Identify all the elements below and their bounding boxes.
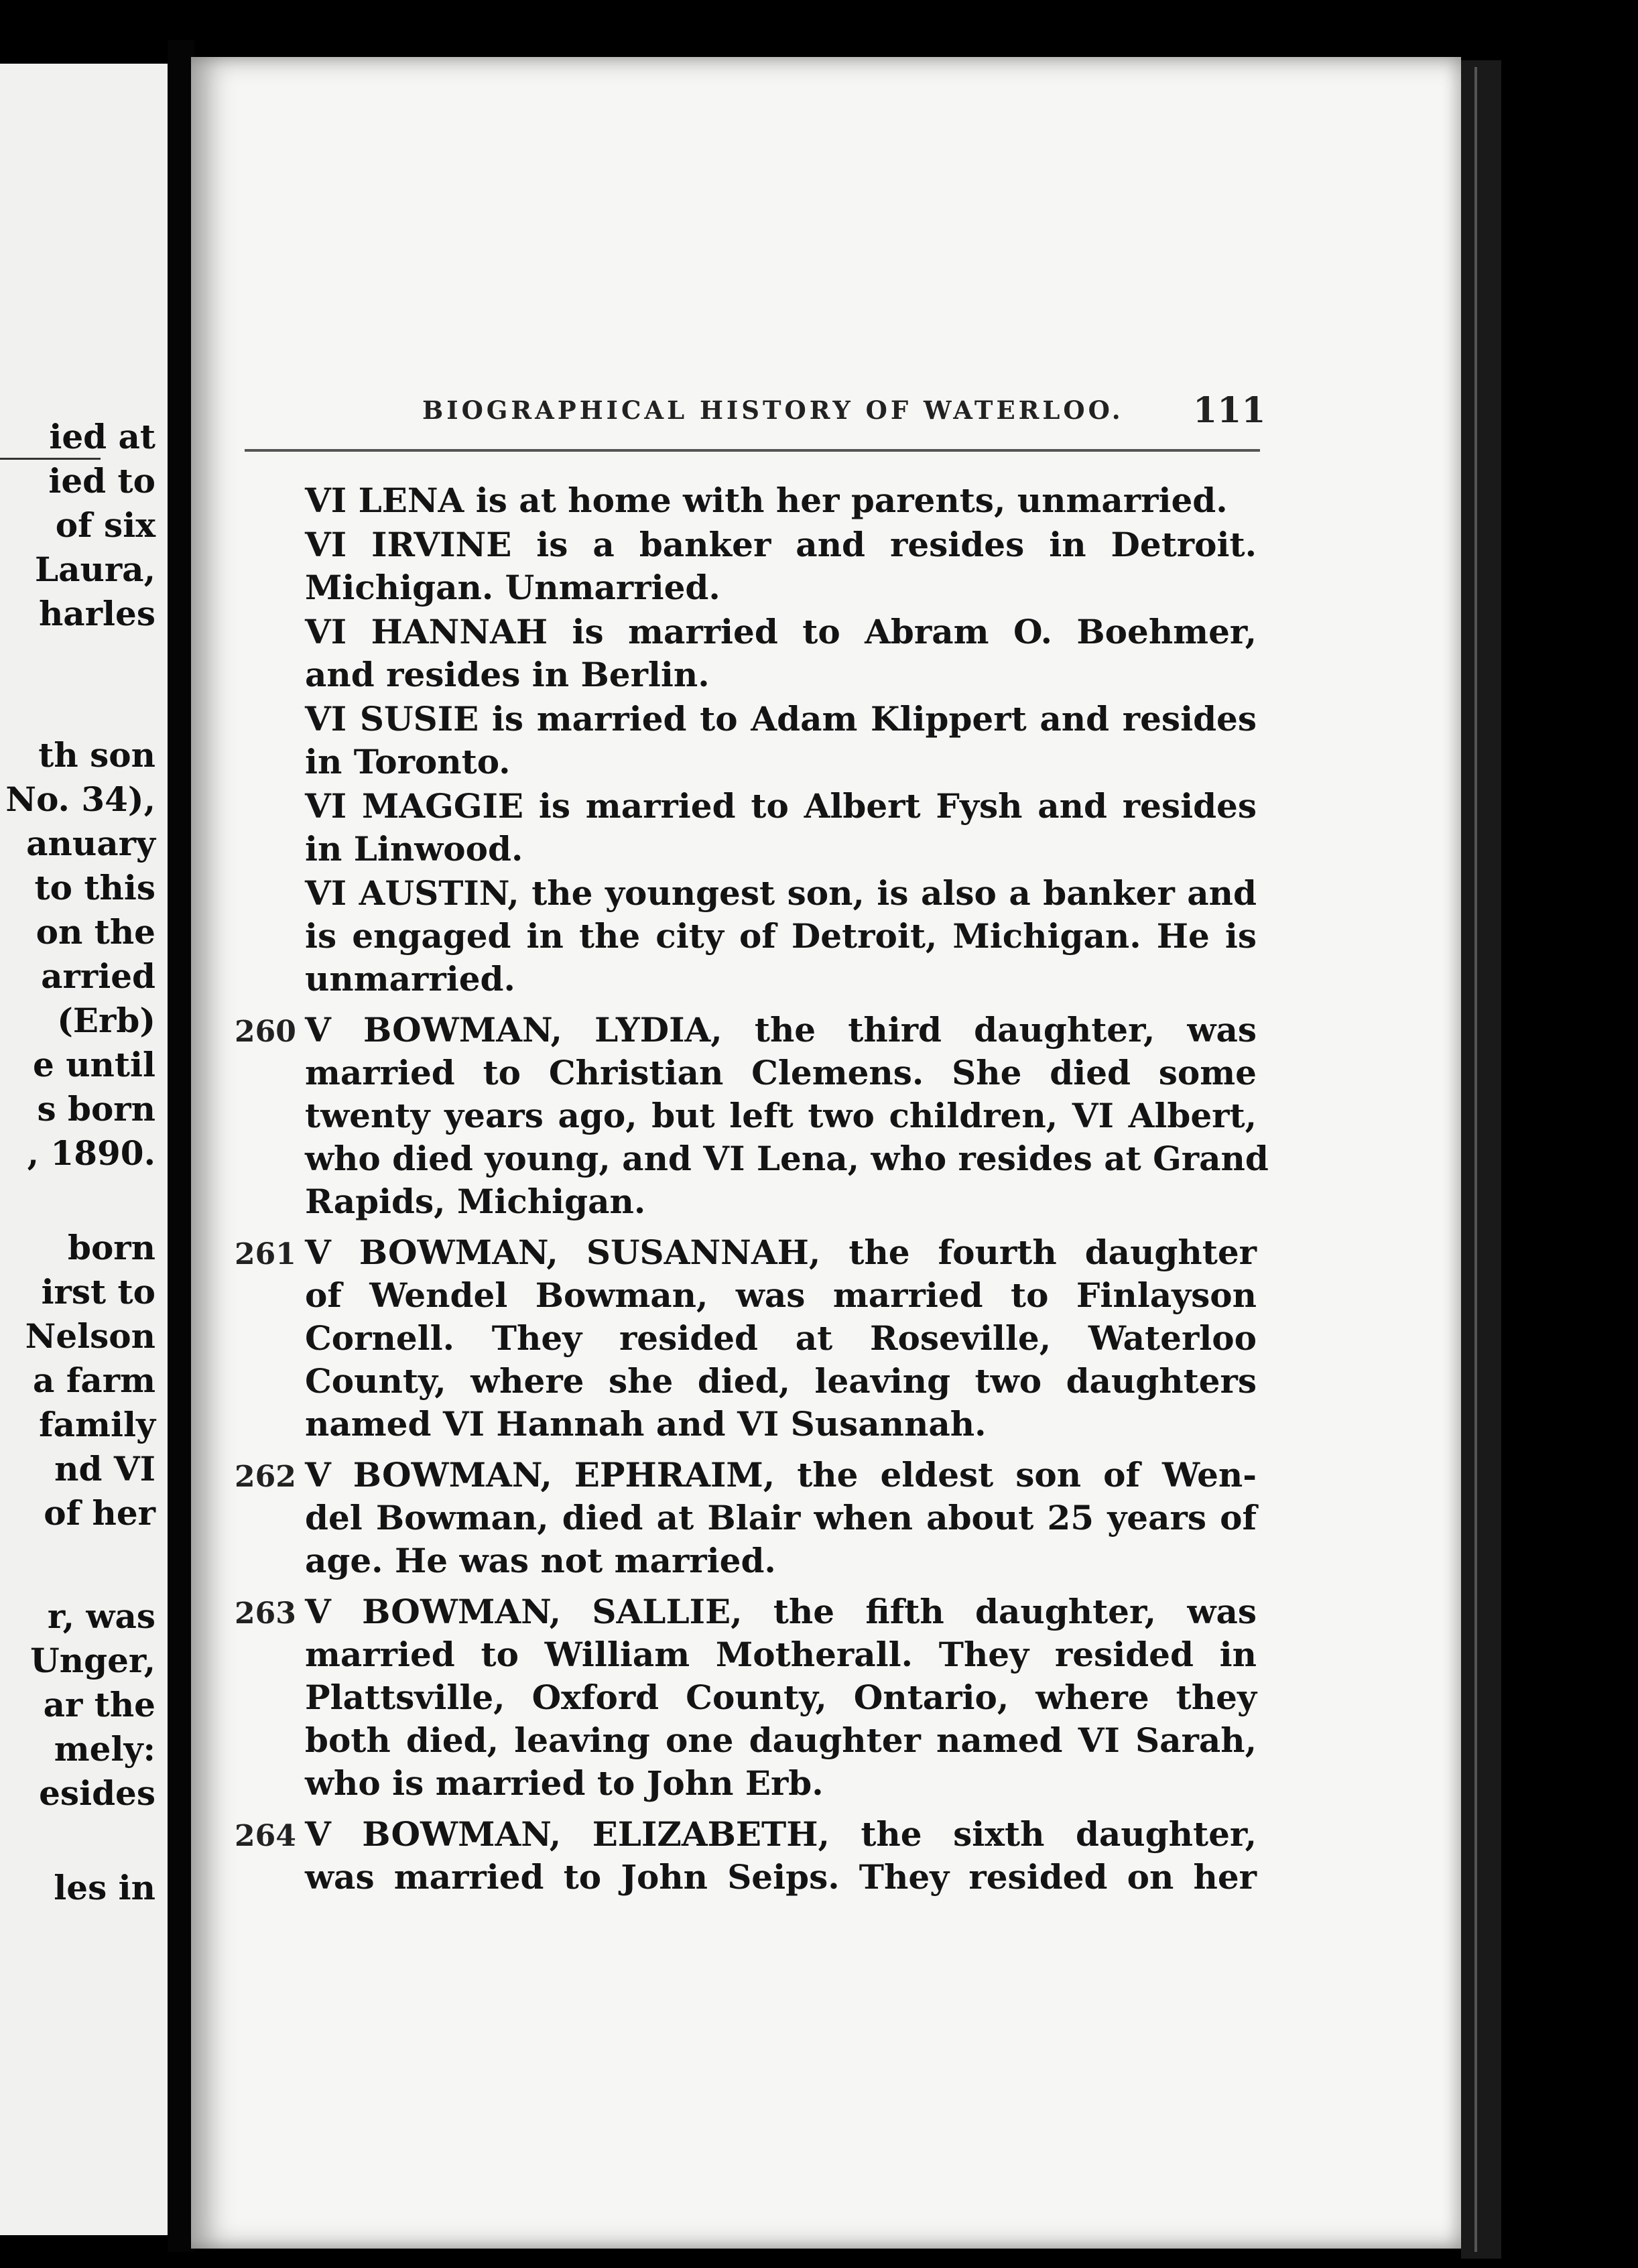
entry-paragraph [235,1231,1257,1446]
text-line: V BOWMAN, LYDIA, the third daughter, was [305,1010,1257,1050]
text-line: twenty years ago, but left two children, VI Albert, [305,1096,1257,1135]
left-page-line: th son [38,735,155,775]
left-page-line: ied at [49,417,155,456]
text-line: married to William Motherall. They resided in [305,1635,1257,1674]
left-page-line: esides [39,1773,155,1813]
text-line: Cornell. They resided at Roseville, Waterloo [305,1318,1257,1358]
main-page [191,57,1461,2249]
left-page-line: les in [54,1868,155,1907]
left-page-line: r, was [47,1596,155,1636]
page-body [235,479,1269,1899]
left-page-line: harles [38,594,155,633]
left-page-line: (Erb) [57,1001,155,1040]
text-line: VI MAGGIE is married to Albert Fysh and resides [305,786,1257,826]
entry-number: 262 [235,1460,296,1494]
text-line: in Toronto. [305,742,511,781]
page-edge-shadow [1461,60,1501,2259]
text-line: Plattsville, Oxford County, Ontario, where they [305,1678,1257,1717]
entry-paragraph [235,1454,1257,1582]
left-page-line: ied to [48,461,155,501]
text-line: is engaged in the city of Detroit, Michigan. He is [305,916,1257,956]
left-page-line: family [39,1405,155,1444]
text-line: both died, leaving one daughter named VI Sarah, [305,1720,1257,1760]
text-line: of Wendel Bowman, was married to Finlayson [305,1275,1257,1315]
entry-paragraph [305,785,1257,871]
running-head: BIOGRAPHICAL HISTORY OF WATERLOO. [422,395,1124,425]
left-page-line: Nelson [25,1316,155,1356]
entry-number: 261 [235,1237,296,1271]
entry-paragraph [235,1813,1257,1899]
left-page-line: to this [34,868,155,907]
text-line: V BOWMAN, SUSANNAH, the fourth daughter [305,1233,1257,1272]
text-line: named VI Hannah and VI Susannah. [305,1404,987,1444]
left-page-line: s born [37,1089,155,1129]
text-line: Michigan. Unmarried. [305,568,720,607]
left-page-line: of her [44,1493,155,1533]
left-page-line: Unger, [30,1641,155,1680]
left-page-line: ar the [43,1685,155,1724]
text-line: in Linwood. [305,829,523,869]
text-line: V BOWMAN, ELIZABETH, the sixth daughter, [305,1814,1257,1854]
left-page-line: arried [41,956,155,996]
left-page-line: nd VI [54,1449,155,1489]
text-line: was married to John Seips. They resided on her [305,1857,1257,1897]
entry-paragraph [305,698,1257,783]
left-page-line: mely: [54,1729,155,1769]
text-line: and resides in Berlin. [305,655,710,694]
text-line: del Bowman, died at Blair when about 25 years of [305,1498,1257,1537]
left-page-line: on the [36,912,155,952]
text-line: age. He was not married. [305,1541,776,1580]
text-line: V BOWMAN, EPHRAIM, the eldest son of Wen- [305,1455,1257,1495]
text-line: unmarried. [305,959,515,999]
text-line: VI LENA is at home with her parents, unmarried. [305,481,1228,520]
text-line: VI IRVINE is a banker and resides in Detroit. [305,525,1257,564]
page-number: 111 [1193,390,1266,431]
text-line: VI AUSTIN, the youngest son, is also a banker and [305,873,1257,913]
left-page-line: No. 34), [5,779,155,819]
text-line: County, where she died, leaving two daughters [305,1361,1257,1401]
left-page-line: irst to [41,1272,155,1312]
left-page-line: Laura, [34,550,155,589]
text-line: who died young, and VI Lena, who resides at Grand [305,1139,1269,1178]
entry-number: 260 [235,1015,296,1049]
entry-paragraph [235,1590,1257,1805]
left-page-line: of six [55,505,155,545]
text-line: VI SUSIE is married to Adam Klippert and resides [305,699,1257,739]
entry-number: 263 [235,1596,296,1631]
entry-paragraph [305,523,1257,609]
entry-paragraph [305,479,1257,522]
text-line: married to Christian Clemens. She died some [305,1053,1257,1092]
text-line: who is married to John Erb. [305,1763,824,1803]
left-page-fragment [0,64,168,2235]
page-header [191,390,1461,436]
left-page-line: a farm [33,1361,155,1400]
page-edge-line [1474,67,1477,2252]
left-page-line: e until [32,1045,155,1084]
entry-paragraph [305,872,1257,1001]
entry-paragraph [305,611,1257,696]
text-line: Rapids, Michigan. [305,1182,646,1221]
left-page-rule [0,458,101,460]
left-page-line: , 1890. [27,1133,155,1173]
text-line: V BOWMAN, SALLIE, the fifth daughter, was [305,1592,1257,1631]
entry-number: 264 [235,1819,296,1853]
header-rule [245,449,1260,452]
book-gutter [168,40,194,2252]
entry-paragraph [235,1009,1269,1223]
left-page-line: anuary [26,824,155,863]
text-line: VI HANNAH is married to Abram O. Boehmer, [305,612,1257,651]
left-page-line: born [67,1228,155,1267]
